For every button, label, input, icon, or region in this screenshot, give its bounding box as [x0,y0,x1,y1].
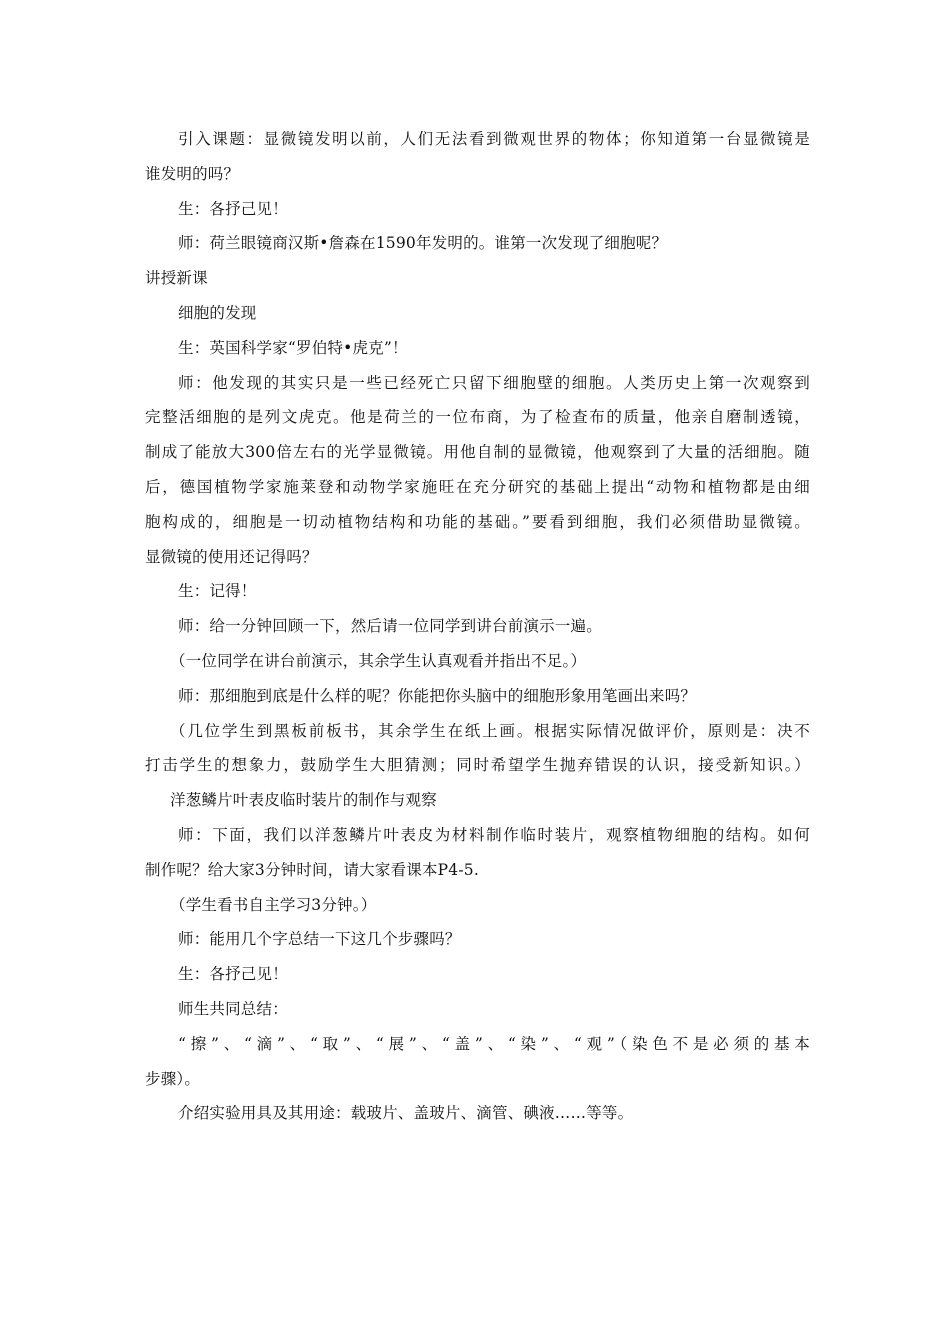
steps-summary-line-2: 步骤）。 [145,1069,201,1088]
teacher-paragraph-slide-line-1: 师：下面，我们以洋葱鳞片叶表皮为材料制作临时装片，观察植物细胞的结构。如何 [178,825,810,844]
stage-note-demo: （一位同学在讲台前演示，其余学生认真观看并指出不足。） [170,651,587,670]
subheading-onion-slide: 洋葱鳞片叶表皮临时装片的制作与观察 [170,791,437,810]
teacher-paragraph-line-1: 师：他发现的其实只是一些已经死亡只留下细胞壁的细胞。人类历史上第一次观察到 [178,373,810,392]
teacher-line-review: 师：给一分钟回顾一下，然后请一位同学到讲台前演示一遍。 [178,617,602,636]
section-heading-new-lesson: 讲授新课 [145,269,208,288]
student-reply-1: 生：各抒己见！ [178,199,288,218]
teacher-paragraph-line-6: 显微镜的使用还记得吗？ [145,547,318,566]
paragraph-intro-line-2: 谁发明的吗？ [145,164,240,183]
teacher-line-draw: 师：那细胞到底是什么样的呢？你能把你头脑中的细胞形象用笔画出来吗？ [178,686,697,705]
stage-note-drawing-line-1: （几位学生到黑板前板书，其余学生在纸上画。根据实际情况做评价，原则是：决不 [170,721,810,740]
teacher-line-summary-question: 师：能用几个字总结一下这几个步骤吗？ [178,930,461,949]
equipment-intro-line: 介绍实验用具及其用途：载玻片、盖玻片、滴管、碘液……等等。 [178,1104,634,1123]
teacher-paragraph-line-4: 后，德国植物学家施莱登和动物学家施旺在充分研究的基础上提出“动物和植物都是由细 [145,477,810,496]
stage-note-drawing-line-2: 打击学生的想象力，鼓励学生大胆猜测；同时希望学生抛弃错误的认识，接受新知识。） [145,756,810,775]
teacher-paragraph-line-2: 完整活细胞的是列文虎克。他是荷兰的一位布商，为了检查布的质量，他亲自磨制透镜， [145,408,810,427]
document-body [145,122,810,1131]
steps-summary-line-1: “擦”、“滴”、“取”、“展”、“盖”、“染”、“观”（染色不是必须的基本 [178,1034,810,1053]
stage-note-reading: （学生看书自主学习3分钟。） [170,895,377,914]
student-reply-2: 生：各抒己见！ [178,965,288,984]
student-reply-hooke: 生：英国科学家“罗伯特•虎克”！ [178,338,408,357]
teacher-paragraph-line-3: 制成了能放大300倍左右的光学显微镜。用他自制的显微镜，他观察到了大量的活细胞。随 [145,443,810,462]
teacher-paragraph-slide-line-2: 制作呢？给大家3分钟时间，请大家看课本P4-5. [145,860,479,879]
teacher-line-jansen: 师：荷兰眼镜商汉斯•詹森在1590年发明的。谁第一次发现了细胞呢？ [178,234,668,253]
paragraph-intro-line-1: 引入课题：显微镜发明以前，人们无法看到微观世界的物体；你知道第一台显微镜是 [178,130,810,148]
student-reply-remember: 生：记得！ [178,582,257,601]
teacher-paragraph-line-5: 胞构成的，细胞是一切动植物结构和功能的基础。”要看到细胞，我们必须借助显微镜。 [145,512,810,531]
subheading-cell-discovery: 细胞的发现 [178,303,257,322]
joint-summary-label: 师生共同总结： [178,999,288,1018]
